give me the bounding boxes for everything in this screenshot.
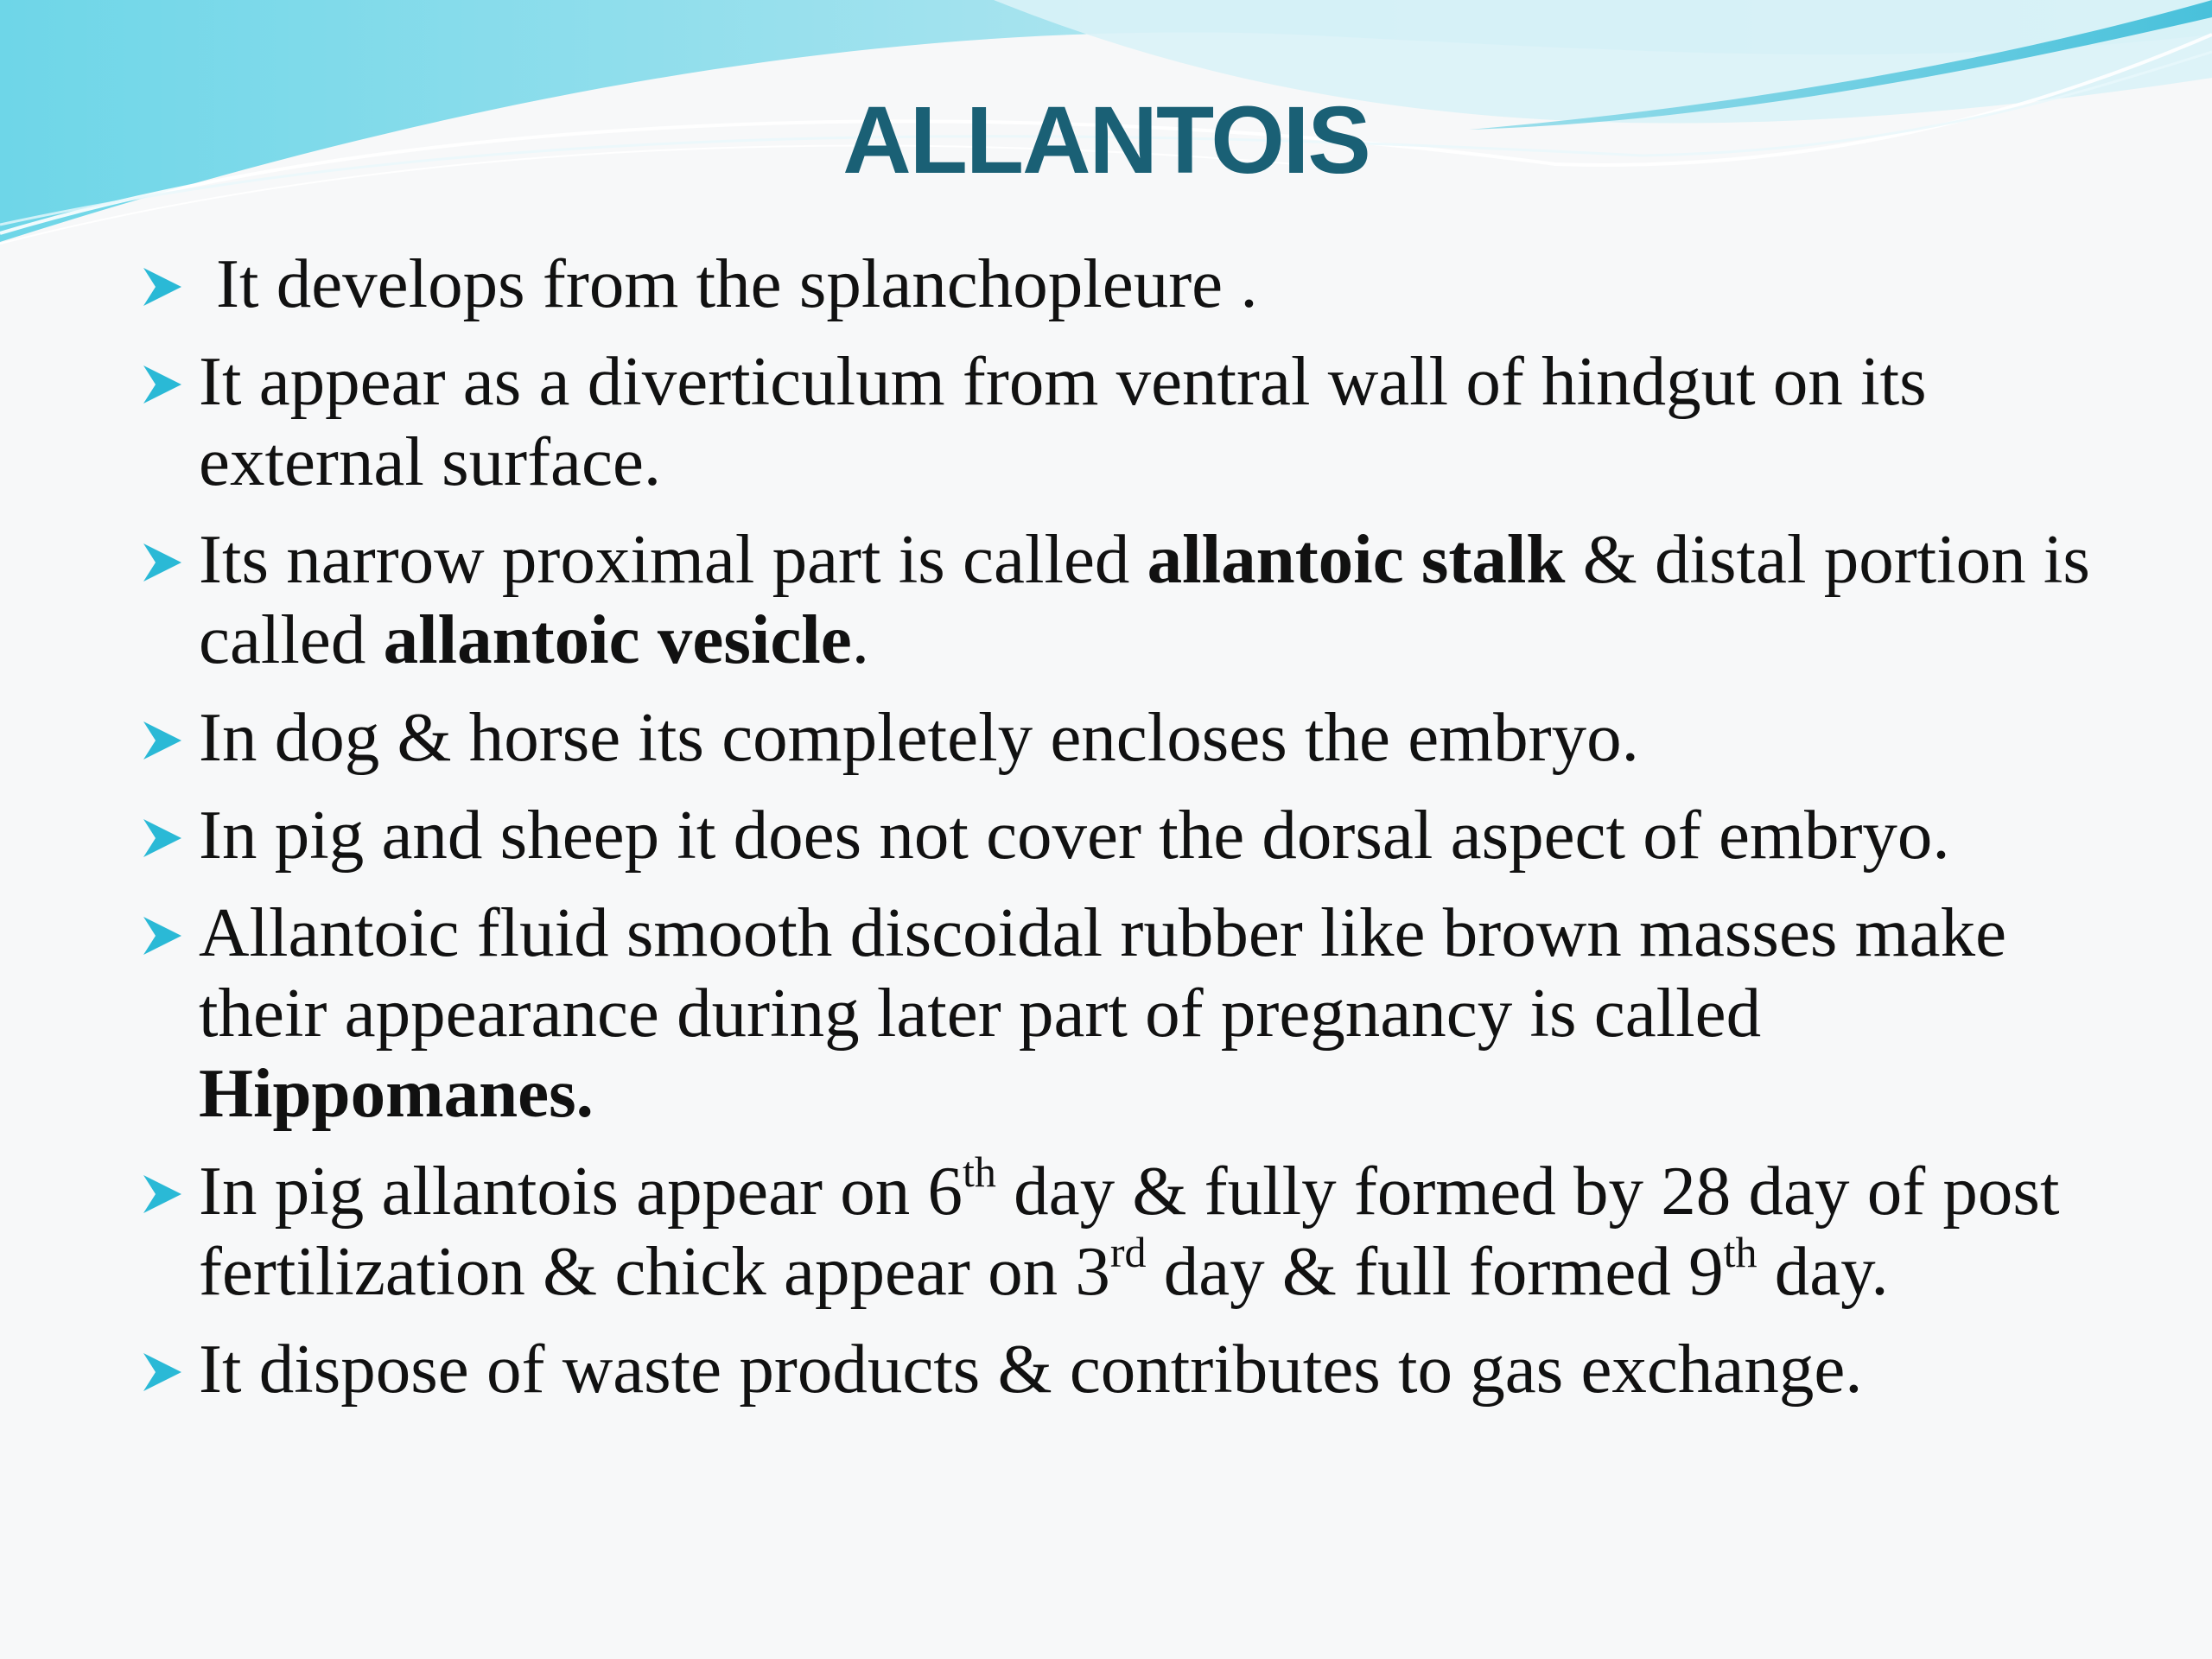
bullet-text: It dispose of waste products & contributes to gas exchange. bbox=[199, 1330, 1863, 1408]
term-allantoic-vesicle: allantoic vesicle bbox=[383, 601, 852, 678]
bullet-text: day & full formed 9 bbox=[1146, 1232, 1724, 1310]
bullet-item bbox=[130, 519, 2117, 680]
bullet-text: In dog & horse its completely encloses the embryo. bbox=[199, 698, 1639, 776]
bullet-text: It develops from the splanchopleure . bbox=[216, 245, 1258, 322]
arrow-bullet-icon bbox=[138, 538, 187, 587]
arrow-bullet-icon bbox=[138, 912, 187, 960]
bullet-text: It appear as a diverticulum from ventral wall of hindgut on its external surface. bbox=[199, 342, 1927, 500]
bullet-item bbox=[130, 1329, 2117, 1409]
bullet-list bbox=[130, 244, 2117, 1427]
bullet-item bbox=[130, 893, 2117, 1134]
arrow-bullet-icon bbox=[138, 716, 187, 765]
term-hippomanes: Hippomanes. bbox=[199, 1054, 594, 1132]
bullet-text: day. bbox=[1757, 1232, 1889, 1310]
bullet-item bbox=[130, 1147, 2117, 1312]
bullet-item bbox=[130, 341, 2117, 502]
bullet-item bbox=[130, 795, 2117, 875]
bullet-text: day & fully formed by 28 day of post fertilization & chick appear on 3 bbox=[199, 1152, 2060, 1310]
slide-title: ALLANTOIS bbox=[842, 87, 1370, 194]
bullet-text: Its narrow proximal part is called bbox=[199, 520, 1147, 598]
arrow-bullet-icon bbox=[138, 814, 187, 862]
arrow-bullet-icon bbox=[138, 263, 187, 311]
bullet-text: In pig and sheep it does not cover the dorsal aspect of embryo. bbox=[199, 796, 1950, 874]
arrow-bullet-icon bbox=[138, 1170, 187, 1218]
bullet-item bbox=[130, 697, 2117, 778]
term-allantoic-stalk: allantoic stalk bbox=[1147, 520, 1566, 598]
ordinal-suffix: th bbox=[963, 1147, 996, 1196]
arrow-bullet-icon bbox=[138, 1348, 187, 1396]
bullet-text: & distal portion is called bbox=[199, 520, 2090, 678]
bullet-text: Allantoic fluid smooth discoidal rubber like brown masses make their appearance during later part of pregnancy is called bbox=[199, 893, 2007, 1052]
bullet-item bbox=[130, 244, 2117, 324]
ordinal-suffix: rd bbox=[1109, 1228, 1147, 1276]
ordinal-suffix: th bbox=[1723, 1228, 1758, 1276]
bullet-text: . bbox=[851, 601, 869, 678]
bullet-text: In pig allantois appear on 6 bbox=[199, 1152, 963, 1230]
arrow-bullet-icon bbox=[138, 360, 187, 409]
